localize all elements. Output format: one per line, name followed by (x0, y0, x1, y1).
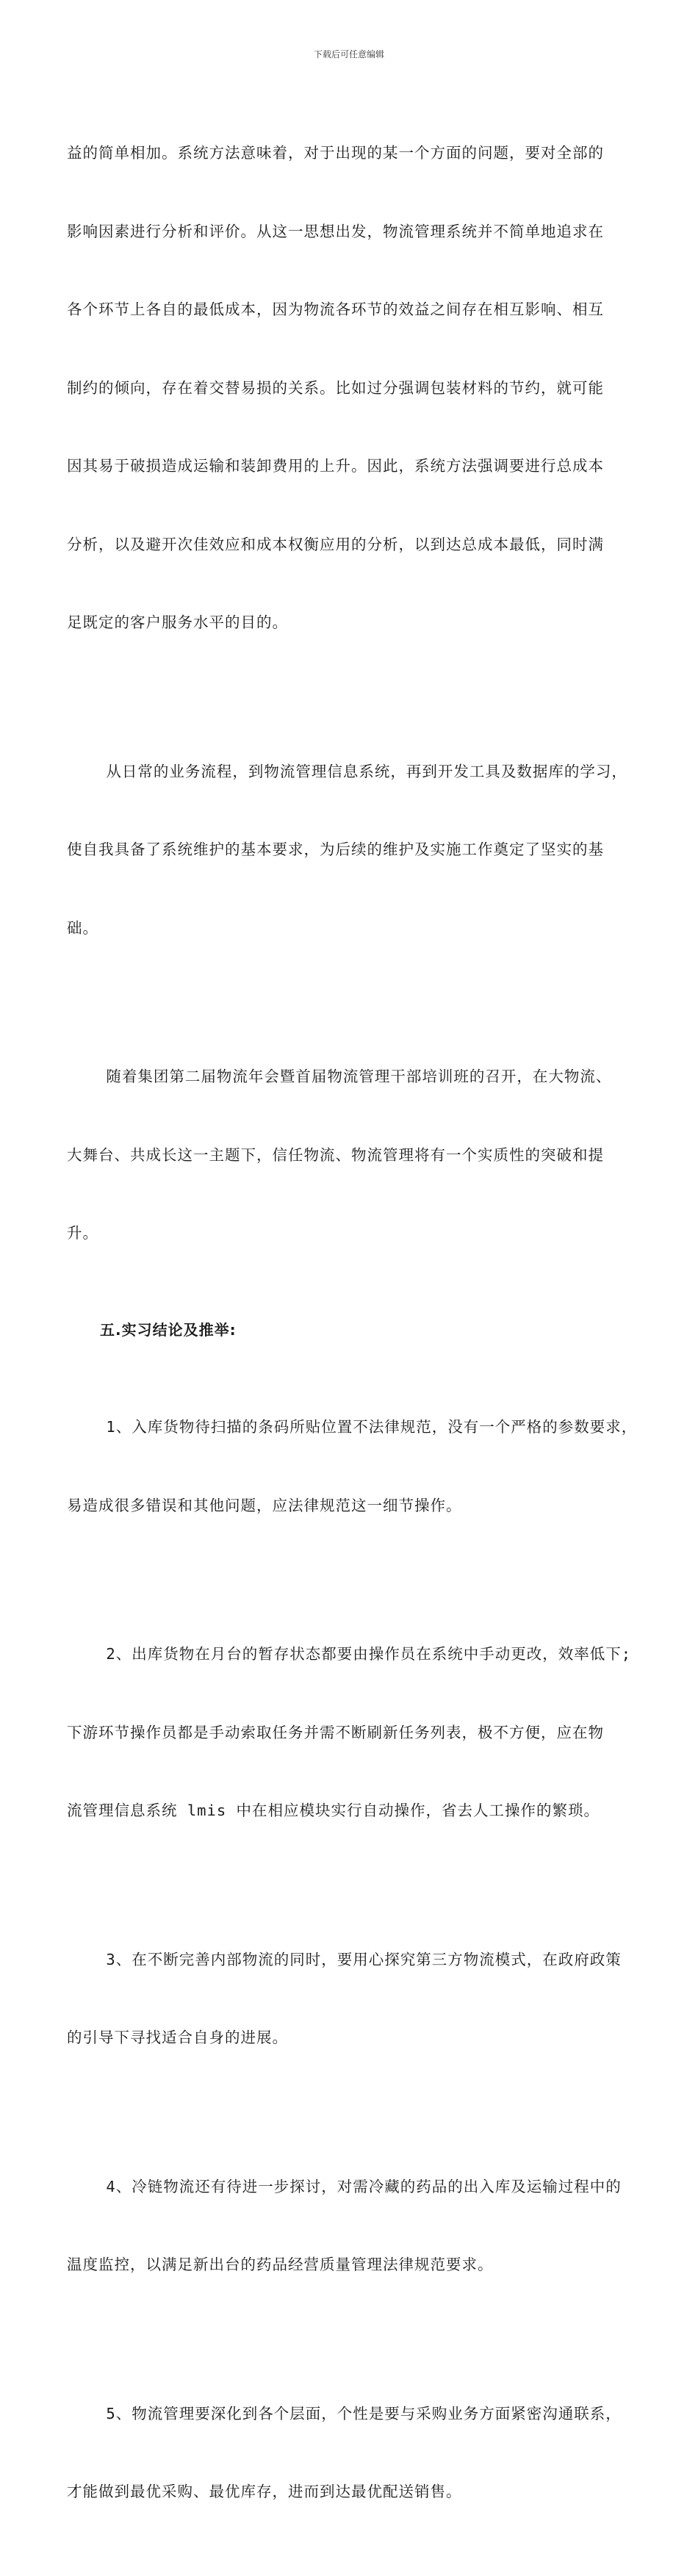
text-line: 础。 (67, 918, 98, 937)
list-item (67, 1895, 636, 2104)
text-line: 才能做到最优采购、最优库存，进而到达最优配送销售。 (67, 2483, 462, 2500)
text-line: 益的简单相加。系统方法意味着，对于出现的某一个方面的问题，要对全部的 (67, 144, 604, 162)
text-line: 影响因素进行分析和评价。从这一思想出发，物流管理系统并不简单地追求在 (67, 222, 604, 240)
text-line: 因其易于破损造成运输和装卸费用的上升。因此，系统方法强调要进行总成本 (67, 457, 604, 475)
text-line: 随着集团第二届物流年会暨首届物流管理干部培训班的召开，在大物流、 (67, 1068, 612, 1085)
body-paragraph (67, 1012, 636, 1299)
text-line: 分析，以及避开次佳效应和成本权衡应用的分析，以到达总成本最低，同时满 (67, 535, 604, 553)
text-line: 各个环节上各自的最低成本，因为物流各环节的效益之间存在相互影响、相互 (67, 301, 604, 318)
body-paragraph (67, 88, 636, 688)
page-header-note: 下载后可任意编辑 (313, 49, 384, 60)
text-line: 1、入库货物待扫描的条码所贴位置不法律规范，没有一个严格的参数要求， (67, 1418, 638, 1436)
text-line: 温度监控，以满足新出台的药品经营质量管理法律规范要求。 (67, 2256, 494, 2273)
text-line: 大舞台、共成长这一主题下，信任物流、物流管理将有一个实质性的突破和提 (67, 1145, 604, 1164)
text-line: 升。 (67, 1224, 98, 1242)
text-line: 使自我具备了系统维护的基本要求，为后续的维护及实施工作奠定了坚实的基 (67, 841, 604, 858)
text-line: 易造成很多错误和其他问题，应法律规范这一细节操作。 (67, 1496, 462, 1514)
list-item (67, 2122, 636, 2331)
text-line: 制约的倾向，存在着交替易损的关系。比如过分强调包装材料的节约，就可能 (67, 378, 604, 397)
text-line: 流管理信息系统 lmis 中在相应模块实行自动操作，省去人工操作的繁琐。 (67, 1802, 600, 1819)
list-item (67, 1362, 636, 1571)
section-heading: 五.实习结论及推举: (100, 1320, 237, 1339)
text-line: 足既定的客户服务水平的目的。 (67, 614, 288, 631)
text-line: 下游环节操作员都是手动索取任务并需不断刷新任务列表，极不方便，应在物 (67, 1723, 604, 1741)
text-line: 从日常的业务流程，到物流管理信息系统，再到开发工具及数据库的学习， (67, 762, 627, 780)
text-line: 3、在不断完善内部物流的同时，要用心探究第三方物流模式，在政府政策 (67, 1950, 622, 1968)
text-line: 4、冷链物流还有待进一步探讨，对需冷藏的药品的出入库及运输过程中的 (67, 2177, 622, 2195)
text-line: 的引导下寻找适合自身的进展。 (67, 2029, 288, 2046)
list-item (67, 1589, 636, 1877)
text-line: 5、物流管理要深化到各个层面，个性是要与采购业务方面紧密沟通联系， (67, 2404, 622, 2422)
document-body (67, 88, 636, 2576)
list-item (67, 2349, 636, 2558)
body-paragraph (67, 707, 636, 994)
text-line: 2、出库货物在月台的暂存状态都要由操作员在系统中手动更改，效率低下; (67, 1645, 632, 1663)
